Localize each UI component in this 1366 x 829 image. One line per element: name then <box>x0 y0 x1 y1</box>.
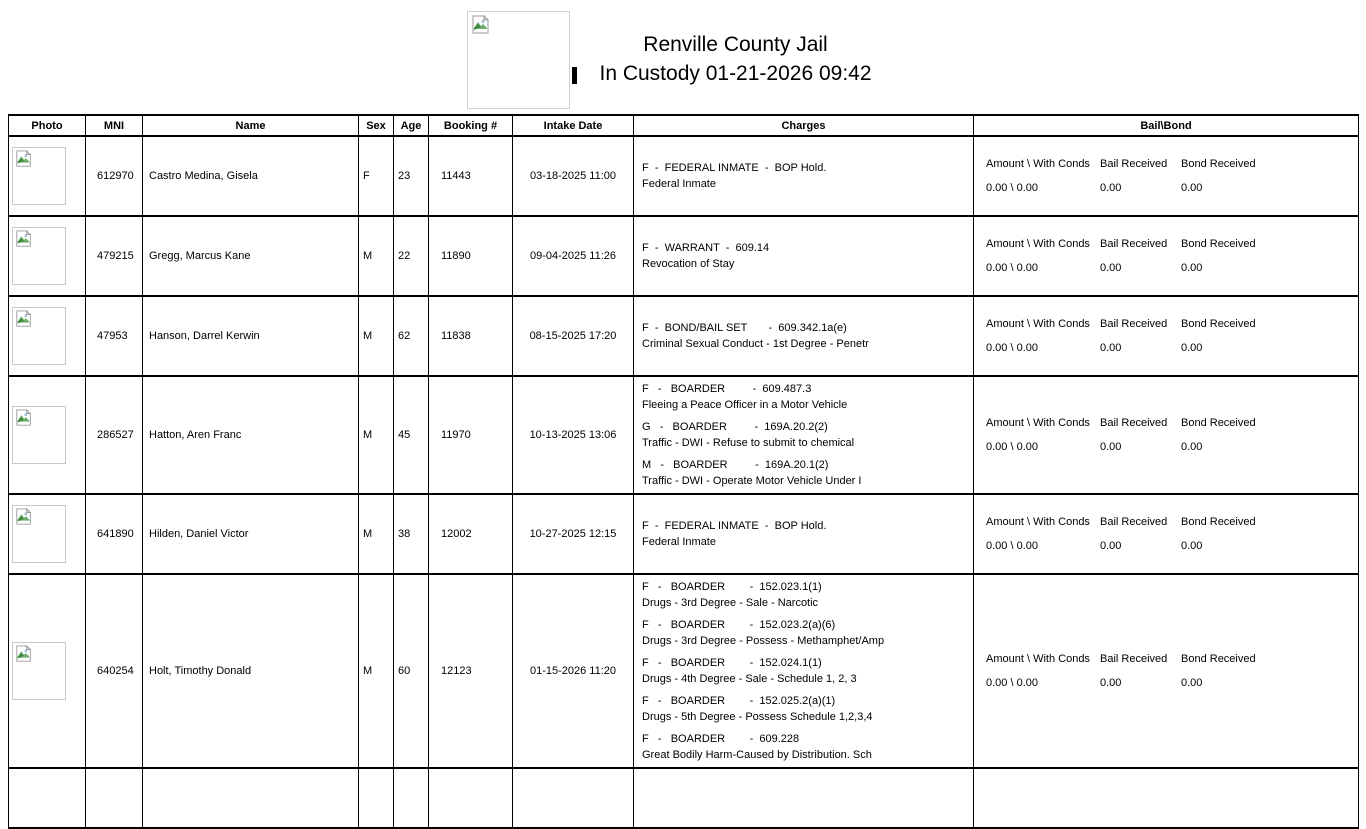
booking-cell: 11890 <box>429 216 513 296</box>
charge-entry <box>642 457 969 489</box>
charge-entry <box>642 693 969 725</box>
mni-cell: 612970 <box>86 136 143 216</box>
bond-received-label: Bond Received <box>1181 416 1256 429</box>
age-cell: 45 <box>394 376 429 494</box>
booking-cell <box>429 768 513 828</box>
inmate-row <box>9 768 1359 828</box>
bail-received-value: 0.00 <box>1100 676 1122 689</box>
bail-bond-info <box>974 158 1358 195</box>
bail-amount-value: 0.00 \ 0.00 <box>986 181 1038 194</box>
bond-received-label: Bond Received <box>1181 515 1256 528</box>
bond-received-value: 0.00 <box>1181 440 1203 453</box>
age-cell: 38 <box>394 494 429 574</box>
bail-amount-value: 0.00 \ 0.00 <box>986 539 1038 552</box>
charge-entry <box>642 240 969 272</box>
bail-bond-cell <box>974 216 1359 296</box>
photo-cell <box>9 216 86 296</box>
name-cell: Hatton, Aren Franc <box>143 376 359 494</box>
name-cell: Castro Medina, Gisela <box>143 136 359 216</box>
bond-received-value: 0.00 <box>1181 341 1203 354</box>
bail-amount-label: Amount \ With Conds <box>986 237 1090 250</box>
inmate-row <box>9 296 1359 376</box>
charge-entry <box>642 579 969 611</box>
photo-placeholder <box>12 307 66 365</box>
photo-cell <box>9 494 86 574</box>
charge-code-line: F - BOARDER - 609.228 <box>642 733 800 745</box>
column-header-photo: Photo <box>9 115 86 136</box>
name-cell <box>143 768 359 828</box>
name-cell: Hanson, Darrel Kerwin <box>143 296 359 376</box>
column-header-age: Age <box>394 115 429 136</box>
bail-bond-info <box>974 318 1358 355</box>
charge-code-line: F - FEDERAL INMATE - BOP Hold. <box>642 162 827 174</box>
bail-bond-info <box>974 653 1358 690</box>
age-cell <box>394 768 429 828</box>
broken-image-icon <box>15 645 33 663</box>
table-header-row <box>9 115 1359 136</box>
charges-cell <box>634 136 974 216</box>
name-cell: Holt, Timothy Donald <box>143 574 359 768</box>
charge-entry <box>642 419 969 451</box>
charge-entry <box>642 655 969 687</box>
bail-bond-cell <box>974 494 1359 574</box>
photo-cell <box>9 296 86 376</box>
charge-description-line: Drugs - 4th Degree - Sale - Schedule 1, 2, 3 <box>642 673 857 685</box>
charges-cell <box>634 376 974 494</box>
sex-cell: M <box>359 216 394 296</box>
mni-cell: 640254 <box>86 574 143 768</box>
photo-placeholder <box>12 642 66 700</box>
mni-cell <box>86 768 143 828</box>
intake-date-cell: 03-18-2025 11:00 <box>513 136 634 216</box>
mni-cell: 47953 <box>86 296 143 376</box>
mni-cell: 479215 <box>86 216 143 296</box>
sex-cell: M <box>359 376 394 494</box>
inmate-row <box>9 136 1359 216</box>
column-header-charges: Charges <box>634 115 974 136</box>
photo-cell <box>9 376 86 494</box>
charges-cell <box>634 216 974 296</box>
booking-cell: 11838 <box>429 296 513 376</box>
sex-cell <box>359 768 394 828</box>
bail-amount-label: Amount \ With Conds <box>986 416 1090 429</box>
bail-received-label: Bail Received <box>1100 416 1168 429</box>
photo-placeholder <box>12 227 66 285</box>
bond-received-label: Bond Received <box>1181 237 1256 250</box>
bond-received-value: 0.00 <box>1181 181 1203 194</box>
charge-description-line: Traffic - DWI - Operate Motor Vehicle Under I <box>642 475 862 487</box>
sex-cell: F <box>359 136 394 216</box>
column-header-booking: Booking # <box>429 115 513 136</box>
bail-received-label: Bail Received <box>1100 157 1168 170</box>
charges-cell <box>634 296 974 376</box>
bail-amount-label: Amount \ With Conds <box>986 515 1090 528</box>
bail-bond-cell <box>974 296 1359 376</box>
inmate-row <box>9 376 1359 494</box>
bail-bond-info <box>974 238 1358 275</box>
bail-received-value: 0.00 <box>1100 539 1122 552</box>
bond-received-value: 0.00 <box>1181 539 1203 552</box>
bond-received-label: Bond Received <box>1181 652 1256 665</box>
bond-received-value: 0.00 <box>1181 676 1203 689</box>
page-title <box>0 30 1366 88</box>
photo-cell <box>9 574 86 768</box>
photo-cell <box>9 768 86 828</box>
charges-cell <box>634 494 974 574</box>
charge-code-line: F - WARRANT - 609.14 <box>642 242 770 254</box>
broken-image-icon <box>15 310 33 328</box>
inmate-row <box>9 216 1359 296</box>
intake-date-cell: 10-27-2025 12:15 <box>513 494 634 574</box>
sex-cell: M <box>359 296 394 376</box>
bail-bond-cell <box>974 574 1359 768</box>
charge-description-line: Great Bodily Harm-Caused by Distribution. Sch <box>642 749 872 761</box>
bail-received-value: 0.00 <box>1100 181 1122 194</box>
intake-date-cell <box>513 768 634 828</box>
bail-received-label: Bail Received <box>1100 237 1168 250</box>
bail-bond-info <box>974 417 1358 454</box>
bail-received-label: Bail Received <box>1100 652 1168 665</box>
bail-amount-value: 0.00 \ 0.00 <box>986 440 1038 453</box>
charge-description-line: Drugs - 3rd Degree - Possess - Methamphet/Amp <box>642 635 885 647</box>
intake-date-cell: 01-15-2026 11:20 <box>513 574 634 768</box>
column-header-intake-date: Intake Date <box>513 115 634 136</box>
bond-received-label: Bond Received <box>1181 157 1256 170</box>
sex-cell: M <box>359 574 394 768</box>
report-header <box>0 0 1366 114</box>
booking-cell: 12123 <box>429 574 513 768</box>
bail-amount-label: Amount \ With Conds <box>986 652 1090 665</box>
bail-bond-info <box>974 516 1358 553</box>
charge-description-line: Federal Inmate <box>642 178 716 190</box>
charges-cell <box>634 574 974 768</box>
mni-cell: 641890 <box>86 494 143 574</box>
bail-received-value: 0.00 <box>1100 440 1122 453</box>
bail-received-label: Bail Received <box>1100 317 1168 330</box>
booking-cell: 12002 <box>429 494 513 574</box>
bond-received-label: Bond Received <box>1181 317 1256 330</box>
charge-entry <box>642 381 969 413</box>
broken-image-icon <box>15 508 33 526</box>
charge-description-line: Drugs - 5th Degree - Possess Schedule 1,2,3,4 <box>642 711 873 723</box>
photo-placeholder <box>12 406 66 464</box>
charge-code-line: F - BOND/BAIL SET - 609.342.1a(e) <box>642 322 847 334</box>
inmate-row <box>9 574 1359 768</box>
name-cell: Gregg, Marcus Kane <box>143 216 359 296</box>
name-cell: Hilden, Daniel Victor <box>143 494 359 574</box>
bail-amount-value: 0.00 \ 0.00 <box>986 261 1038 274</box>
bail-received-value: 0.00 <box>1100 341 1122 354</box>
photo-placeholder <box>12 147 66 205</box>
charge-description-line: Drugs - 3rd Degree - Sale - Narcotic <box>642 597 819 609</box>
photo-cell <box>9 136 86 216</box>
charges-cell <box>634 768 974 828</box>
charge-code-line: M - BOARDER - 169A.20.1(2) <box>642 459 829 471</box>
booking-cell: 11443 <box>429 136 513 216</box>
charge-entry <box>642 320 969 352</box>
charge-code-line: F - BOARDER - 152.023.1(1) <box>642 581 822 593</box>
in-custody-table <box>8 114 1359 829</box>
charge-entry <box>642 160 969 192</box>
column-header-mni: MNI <box>86 115 143 136</box>
age-cell: 23 <box>394 136 429 216</box>
inmate-row <box>9 494 1359 574</box>
photo-placeholder <box>12 505 66 563</box>
bail-amount-value: 0.00 \ 0.00 <box>986 341 1038 354</box>
charge-description-line: Federal Inmate <box>642 536 716 548</box>
intake-date-cell: 08-15-2025 17:20 <box>513 296 634 376</box>
age-cell: 62 <box>394 296 429 376</box>
bail-received-value: 0.00 <box>1100 261 1122 274</box>
charge-entry <box>642 617 969 649</box>
charge-description-line: Traffic - DWI - Refuse to submit to chemical <box>642 437 855 449</box>
mni-cell: 286527 <box>86 376 143 494</box>
column-header-sex: Sex <box>359 115 394 136</box>
intake-date-cell: 10-13-2025 13:06 <box>513 376 634 494</box>
broken-image-icon <box>15 230 33 248</box>
title-line-2: In Custody 01-21-2026 09:42 <box>599 62 872 85</box>
charge-code-line: G - BOARDER - 169A.20.2(2) <box>642 421 828 433</box>
bail-bond-cell <box>974 136 1359 216</box>
bond-received-value: 0.00 <box>1181 261 1203 274</box>
charge-code-line: F - BOARDER - 152.023.2(a)(6) <box>642 619 836 631</box>
bail-amount-value: 0.00 \ 0.00 <box>986 676 1038 689</box>
bail-bond-cell <box>974 376 1359 494</box>
charge-description-line: Fleeing a Peace Officer in a Motor Vehicle <box>642 399 848 411</box>
charge-code-line: F - FEDERAL INMATE - BOP Hold. <box>642 520 827 532</box>
charge-description-line: Revocation of Stay <box>642 258 735 270</box>
bail-received-label: Bail Received <box>1100 515 1168 528</box>
column-header-name: Name <box>143 115 359 136</box>
title-line-1: Renville County Jail <box>643 33 828 56</box>
charge-code-line: F - BOARDER - 152.024.1(1) <box>642 657 822 669</box>
age-cell: 60 <box>394 574 429 768</box>
charge-entry <box>642 518 969 550</box>
bail-amount-label: Amount \ With Conds <box>986 317 1090 330</box>
broken-image-icon <box>15 409 33 427</box>
sex-cell: M <box>359 494 394 574</box>
charge-description-line: Criminal Sexual Conduct - 1st Degree - Penetr <box>642 338 869 350</box>
column-header-bail-bond: Bail\Bond <box>974 115 1359 136</box>
intake-date-cell: 09-04-2025 11:26 <box>513 216 634 296</box>
charge-code-line: F - BOARDER - 152.025.2(a)(1) <box>642 695 836 707</box>
bail-bond-cell <box>974 768 1359 828</box>
charge-code-line: F - BOARDER - 609.487.3 <box>642 383 812 395</box>
broken-image-icon <box>15 150 33 168</box>
booking-cell: 11970 <box>429 376 513 494</box>
charge-entry <box>642 731 969 763</box>
age-cell: 22 <box>394 216 429 296</box>
bail-amount-label: Amount \ With Conds <box>986 157 1090 170</box>
